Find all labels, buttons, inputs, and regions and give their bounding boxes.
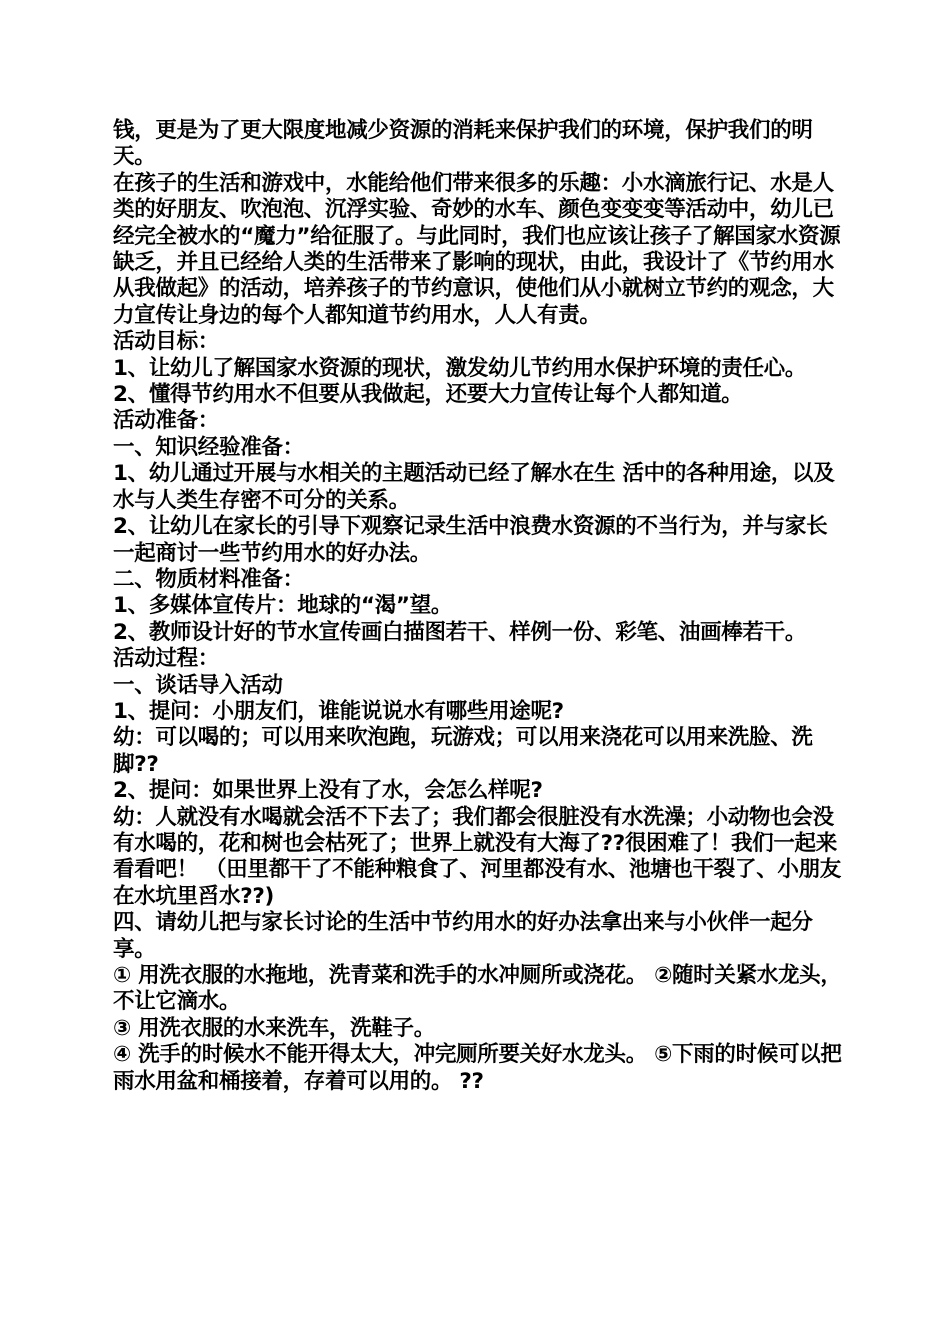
question-2: 2、提问：如果世界上没有了水，会怎么样呢? — [113, 778, 543, 804]
question-1: 1、提问：小朋友们，谁能说说水有哪些用途呢? — [113, 698, 564, 724]
material-item-2: 2、教师设计好的节水宣传画白描图若干、样例一份、彩笔、油画棒若干。 — [113, 619, 807, 645]
knowledge-item-2: 2、让幼儿在家长的引导下观察记录生活中浪费水资源的不当行为，并与家长一起商讨一些节约用水的好办法。 — [113, 514, 828, 566]
knowledge-item-1: 1、幼儿通过开展与水相关的主题活动已经了解水在生 活中的各种用途，以及水与人类生存密不可分的关系。 — [113, 461, 835, 513]
method-items-4-5: ④ 洗手的时候水不能开得太大，冲完厕所要关好水龙头。 ⑤下雨的时候可以把雨水用盆和桶接着，存着可以用的。 ?? — [113, 1042, 842, 1094]
method-items-1-2: ① 用洗衣服的水拖地，洗青菜和洗手的水冲厕所或浇花。 ②随时关紧水龙头，不让它滴水。 — [113, 963, 842, 1015]
heading-activity-preparation: 活动准备： — [113, 408, 220, 434]
goal-item-2: 2、懂得节约用水不但要从我做起，还要大力宣传让每个人都知道。 — [113, 382, 743, 408]
goal-item-1: 1、让幼儿了解国家水资源的现状，激发幼儿节约用水保护环境的责任心。 — [113, 355, 807, 381]
material-item-1: 1、多媒体宣传片：地球的“渴”望。 — [113, 593, 453, 619]
answer-2: 幼：人就没有水喝就会活不下去了；我们都会很脏没有水洗澡；小动物也会没有水喝的，花和树也会枯死了；世界上就没有大海了??很困难了！我们一起来看看吧！ （田里都干了不能种粮食了、河里都没有水、池塘也干裂了、小朋友在水坑里舀水??) — [113, 804, 841, 909]
subheading-conversation-intro: 一、谈话导入活动 — [113, 672, 283, 698]
paragraph-background: 在孩子的生活和游戏中，水能给他们带来很多的乐趣：小水滴旅行记、水是人类的好朋友、吹泡泡、沉浮实验、奇妙的水车、颜色变变变等活动中，幼儿已经完全被水的“魔力”给征服了。与此同时，我们也应该让孩子了解国家水资源缺乏，并且已经给人类的生活带来了影响的现状，由此，我设计了《节约用水从我做起》的活动，培养孩子的节约意识，使他们从小就树立节约的观念，大力宣传让身边的每个人都知道节约用水，人人有责。 — [113, 170, 841, 328]
subheading-material-preparation: 二、物质材料准备： — [113, 566, 304, 592]
subheading-share-methods: 四、请幼儿把与家长讨论的生活中节约用水的好办法拿出来与小伙伴一起分享。 — [113, 910, 813, 962]
heading-activity-process: 活动过程： — [113, 646, 220, 672]
heading-activity-goals: 活动目标： — [113, 329, 220, 355]
document-body — [113, 118, 843, 1095]
paragraph-intro-end: 钱，更是为了更大限度地减少资源的消耗来保护我们的环境，保护我们的明天。 — [113, 118, 813, 170]
answer-1: 幼：可以喝的；可以用来吹泡跑，玩游戏；可以用来浇花可以用来洗脸、洗脚?? — [113, 725, 813, 777]
subheading-knowledge-preparation: 一、知识经验准备： — [113, 434, 304, 460]
method-item-3: ③ 用洗衣服的水来洗车，洗鞋子。 — [113, 1015, 435, 1041]
